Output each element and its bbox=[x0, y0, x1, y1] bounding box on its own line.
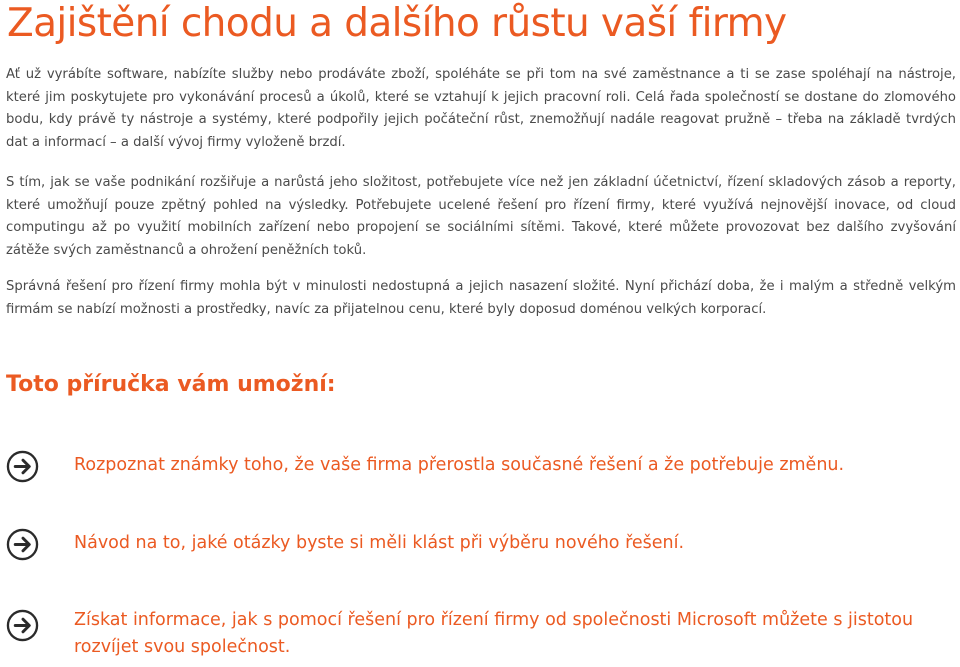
benefit-text: Získat informace, jak s pomocí řešení pro řízení firmy od společnosti Microsoft můžete s jistotou rozvíjet svou společnost. bbox=[74, 610, 914, 657]
page-title: Zajištění chodu a dalšího růstu vaší firmy bbox=[7, 1, 787, 46]
arrow-right-circle-icon bbox=[6, 609, 39, 642]
benefits-heading: Toto příručka vám umožní: bbox=[6, 372, 336, 397]
arrow-right-circle-icon bbox=[6, 528, 39, 561]
arrow-right-circle-icon bbox=[6, 450, 39, 483]
intro-paragraph-1: Ať už vyrábíte software, nabízíte služby nebo prodáváte zboží, spoléháte se při tom na své zaměstnance a ti se zase spoléhají na nástroje, které jim poskytujete pro vykonávání procesů a úkolů, které se vztahují k jejich pracovní roli. Celá řada společností se dostane do zlomového bodu, kdy právě ty nástroje a systémy, které podpořily jejich počáteční růst, znemožňují nadále reagovat pružně – třeba na základě tvrdých dat a informací – a další vývoj firmy vyloženě brzdí. bbox=[6, 67, 956, 150]
benefit-text: Návod na to, jaké otázky byste si měli klást při výběru nového řešení. bbox=[74, 533, 685, 553]
intro-paragraph-3: Správná řešení pro řízení firmy mohla být v minulosti nedostupná a jejich nasazení složité. Nyní přichází doba, že i malým a středně velkým firmám se nabízí možnosti a prostředky, navíc za přijatelnou cenu, které byly doposud doménou velkých korporací. bbox=[6, 279, 956, 317]
benefit-text: Rozpoznat známky toho, že vaše firma přerostla současné řešení a že potřebuje změnu. bbox=[74, 455, 845, 475]
intro-paragraph-2: S tím, jak se vaše podnikání rozšiřuje a narůstá jeho složitost, potřebujete více než jen základní účetnictví, řízení skladových zásob a reporty, které umožňují pouze zpětný pohled na výsledky. Potřebujete ucelené řešení pro řízení firmy, které využívá nejnovější inovace, od cloud computingu až po využití mobilních zařízení nebo propojení se sociálními sítěmi. Takové, které můžete provozovat bez dalšího zvyšování zátěže svých zaměstnanců a ohrožení peněžních toků. bbox=[6, 175, 956, 258]
